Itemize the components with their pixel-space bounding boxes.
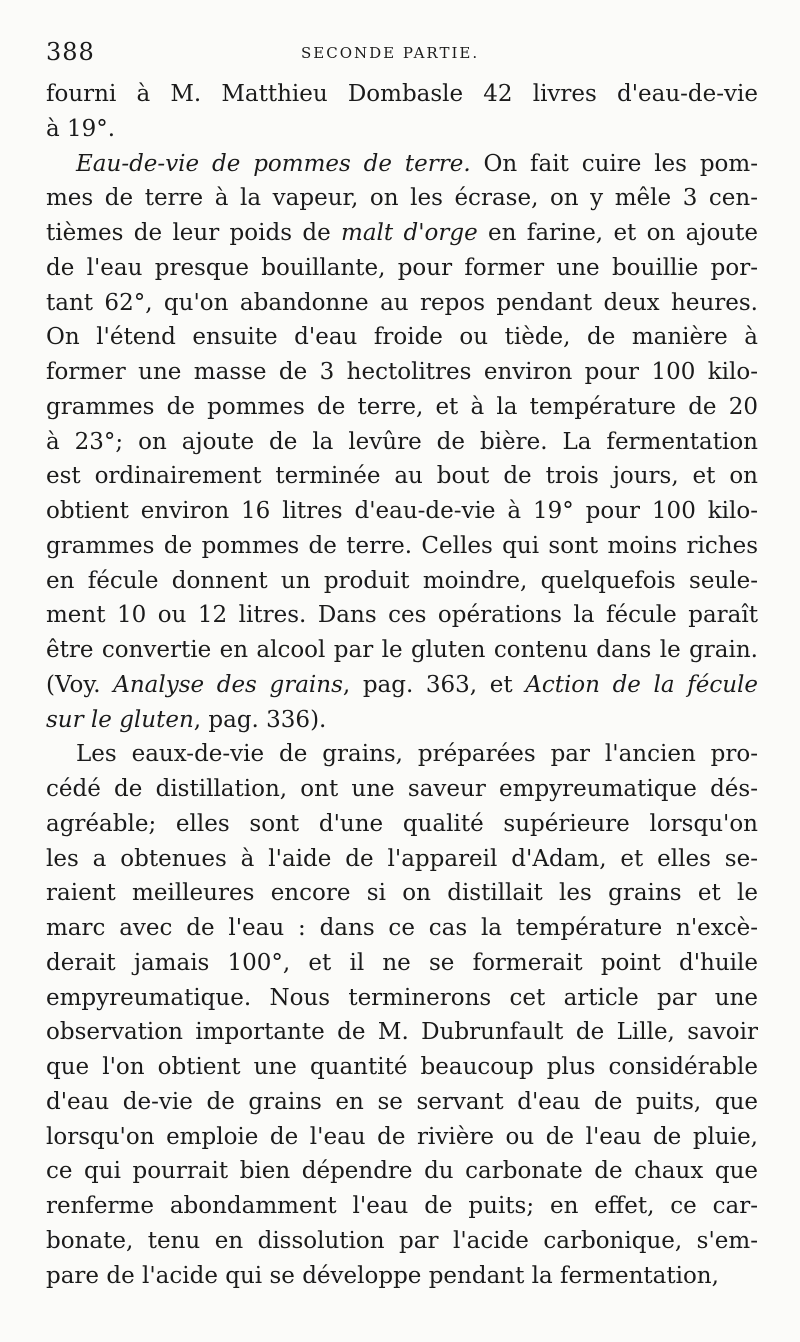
text-line [46,946,758,981]
text-segment: à 19°. [46,115,116,142]
text-segment: Les eaux-de-vie de grains, préparées par l'ancien pro- [76,741,758,768]
text-line [46,1120,758,1155]
text-line [46,459,758,494]
text-segment: On l'étend ensuite d'eau froide ou tiède, de manière à [46,324,758,351]
text-line [46,529,758,564]
text-segment: de l'eau presque bouillante, pour former une bouillie por- [46,254,758,281]
text-line [46,1224,758,1259]
italic-text: Action de la fécule [525,671,758,698]
text-segment: pare de l'acide qui se développe pendant la fermentation, [46,1262,719,1289]
text-line [46,320,758,355]
text-line [46,1085,758,1120]
text-segment: à 23°; on ajoute de la levûre de bière. La fermentation [46,428,758,455]
text-segment: renferme abondamment l'eau de puits; en effet, ce car- [46,1193,758,1219]
text-line [46,668,758,703]
text-segment: fourni à M. Matthieu Dombasle 42 livres d'eau-de-vie [46,81,758,107]
text-line [46,633,758,668]
text-line [46,181,758,216]
text-segment: ce qui pourrait bien dépendre du carbonate de chaux que [46,1158,758,1185]
text-segment: être convertie en alcool par le gluten contenu dans le grain. [46,637,758,663]
text-line [46,286,758,321]
text-line [46,1050,758,1085]
text-line [46,564,758,599]
text-line [46,598,758,633]
text-segment: tièmes de leur poids de [46,220,342,246]
text-segment: former une masse de 3 hectolitres environ pour 100 kilo- [46,359,758,385]
text-line [46,112,758,147]
text-line [46,703,758,738]
text-segment: grammes de pommes de terre, et à la température de 20 [46,393,758,420]
text-line [46,772,758,807]
text-line [46,1015,758,1050]
text-line [46,981,758,1016]
text-segment: marc avec de l'eau : dans ce cas la température n'excè- [46,915,758,941]
text-segment: est ordinairement terminée au bout de trois jours, et on [46,463,758,490]
italic-text: Eau-de-vie de pommes de terre. [76,150,471,177]
text-line [46,911,758,946]
text-line [46,77,758,112]
text-segment: mes de terre à la vapeur, on les écrase, on y mêle 3 cen- [46,185,758,212]
text-segment: bonate, tenu en dissolution par l'acide carbonique, s'em- [46,1227,758,1254]
running-title: SECONDE PARTIE. [301,44,480,62]
text-segment: , pag. 336). [193,706,327,733]
body-text [46,77,758,1293]
page-number: 388 [46,38,95,66]
text-segment: cédé de distillation, ont une saveur empyreumatique dés- [46,776,758,802]
text-segment: les a obtenues à l'aide de l'appareil d'Adam, et elles se- [46,845,758,872]
text-segment: grammes de pommes de terre. Celles qui sont moins riches [46,532,758,559]
text-segment: (Voy. [46,671,114,698]
text-segment: empyreumatique. Nous terminerons cet article par une [46,984,758,1011]
text-segment: agréable; elles sont d'une qualité supérieure lorsqu'on [46,810,758,837]
text-segment: ment 10 ou 12 litres. Dans ces opérations la fécule paraît [46,602,758,629]
text-line [46,737,758,772]
text-line [46,1189,758,1224]
text-line [46,147,758,182]
text-line [46,355,758,390]
italic-text: sur le gluten [46,706,194,733]
text-segment: On fait cuire les pom- [470,150,758,177]
text-segment: en fécule donnent un produit moindre, quelquefois seule- [46,567,758,594]
text-line [46,216,758,251]
text-segment: observation importante de M. Dubrunfault de Lille, savoir [46,1019,758,1046]
text-line [46,876,758,911]
text-segment: , pag. 363, et [342,671,526,698]
text-segment: obtient environ 16 litres d'eau-de-vie à 19° pour 100 kilo- [46,498,758,524]
text-line [46,1259,758,1294]
text-segment: lorsqu'on emploie de l'eau de rivière ou de l'eau de pluie, [46,1123,758,1150]
text-segment: en farine, et on ajoute [477,220,758,246]
text-line [46,390,758,425]
italic-text: Analyse des grains [113,671,343,698]
text-segment: tant 62°, qu'on abandonne au repos pendant deux heures. [46,289,758,316]
text-line [46,842,758,877]
text-line [46,494,758,529]
text-line [46,425,758,460]
text-segment: d'eau de-vie de grains en se servant d'eau de puits, que [46,1088,758,1115]
page-header [46,38,760,68]
text-segment: derait jamais 100°, et il ne se formerait point d'huile [46,949,758,976]
text-line [46,251,758,286]
text-line [46,807,758,842]
text-line [46,1154,758,1189]
text-segment: raient meilleures encore si on distillait les grains et le [46,880,758,907]
text-segment: que l'on obtient une quantité beaucoup plus considérable [46,1054,758,1080]
italic-text: malt d'orge [341,220,478,246]
